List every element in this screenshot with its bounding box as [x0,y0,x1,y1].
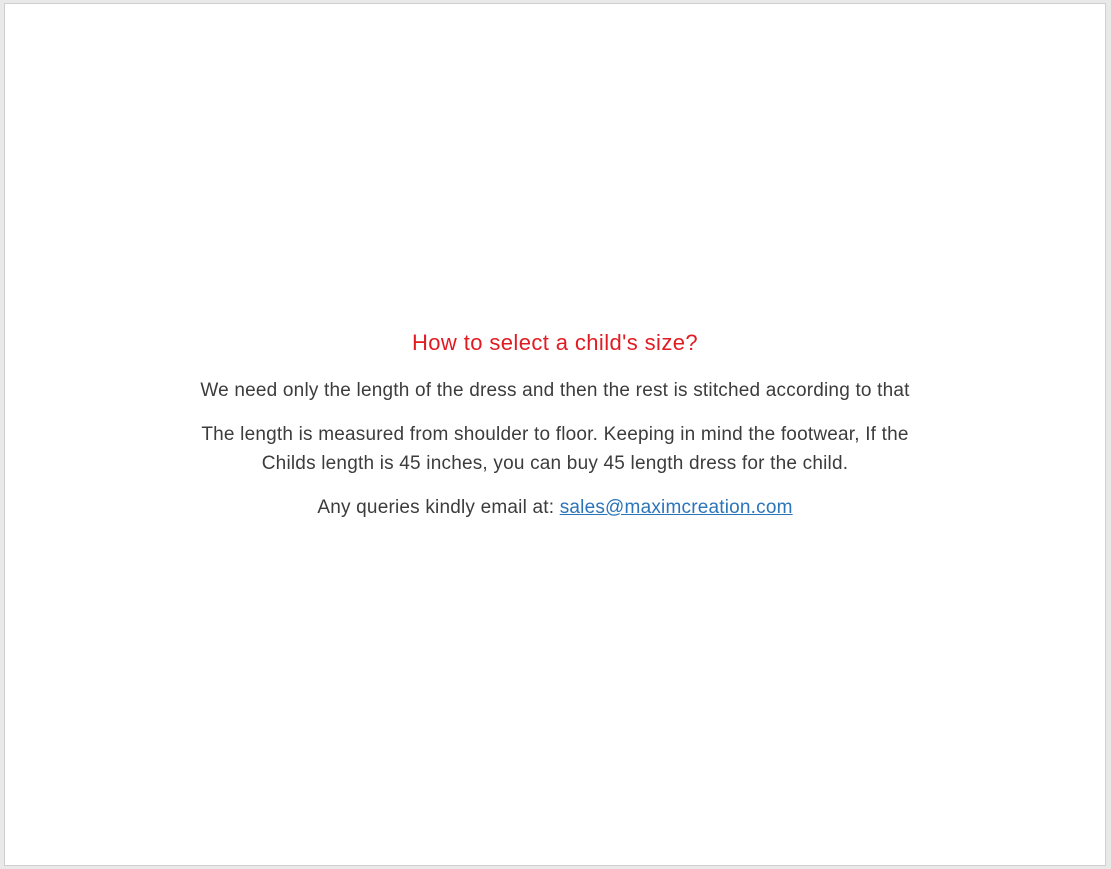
contact-prefix-text: Any queries kindly email at: [317,497,560,518]
size-guide-section [5,328,1105,522]
size-guide-paragraph-2-line-1: The length is measured from shoulder to floor. Keeping in mind the footwear, If the [201,424,909,445]
page-frame [4,3,1106,866]
size-guide-paragraph-2-line-2: Childs length is 45 inches, you can buy 45 length dress for the child. [261,453,849,474]
size-guide-paragraph-2 [5,420,1105,478]
sales-email-link[interactable]: sales@maximcreation.com [559,497,793,518]
size-guide-heading: How to select a child's size? [411,330,699,355]
size-guide-paragraph-1: We need only the length of the dress and then the rest is stitched according to that [200,380,910,401]
contact-line [5,493,1105,522]
